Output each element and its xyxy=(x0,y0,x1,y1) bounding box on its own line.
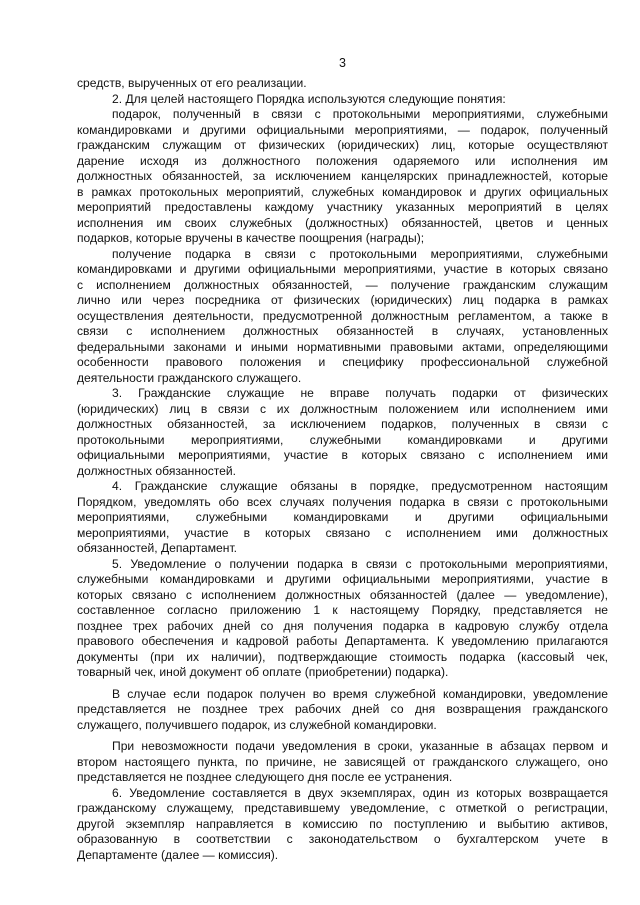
text-line: получение подарка в связи с протокольными мероприятиями, служебными xyxy=(112,246,608,261)
text-line: При невозможности подачи уведомления в сроки, указанные в абзацах первом и xyxy=(112,739,608,753)
paragraph xyxy=(77,479,608,557)
text-line: составленное согласно приложению 1 к настоящему Порядку, представляется не xyxy=(77,603,608,617)
text-line: мероприятий предоставлены каждому участнику указанных мероприятий в целях xyxy=(77,200,608,214)
text-line: документы (при их наличии), подтверждающие стоимость подарка (кассовый чек, xyxy=(77,649,608,664)
text-line: 2. Для целей настоящего Порядка используются следующие понятия: xyxy=(112,91,506,106)
text-line: подарков, которые вручены в качестве поощрения (награды); xyxy=(77,231,425,245)
text-line: товарный чек, иной документ об оплате (приобретении) подарка). xyxy=(77,665,449,679)
text-line: 4. Гражданские служащие обязаны в порядке, предусмотренном настоящим xyxy=(112,479,608,493)
text-line: особенности правового положения и специфику профессиональной служебной xyxy=(77,355,608,369)
page-number: 3 xyxy=(339,56,346,70)
paragraph xyxy=(77,739,608,786)
text-line: командировками и другими официальными мероприятиями, — подарок, полученный xyxy=(77,122,608,137)
paragraph xyxy=(77,76,608,92)
paragraph xyxy=(77,557,608,681)
text-line: гражданскому служащему, представившему уведомление, с отметкой о регистрации, xyxy=(77,801,608,815)
text-line: с исполнением должностных обязанностей, — получение гражданским служащим xyxy=(77,277,608,292)
paragraph xyxy=(77,786,608,864)
text-line: средств, вырученных от его реализации. xyxy=(77,76,307,90)
paragraph xyxy=(77,386,608,479)
text-line: представляется не позднее трех рабочих дней со дня возвращения гражданского xyxy=(77,702,608,716)
text-line: лично или через посредника от физических (юридических) лиц подарка в рамках xyxy=(77,293,608,307)
text-line: должностных обязанностей, за исключением подарков, полученных в связи с xyxy=(77,417,608,431)
paragraph xyxy=(77,92,608,108)
text-line: 6. Уведомление составляется в двух экземплярах, один из которых возвращается xyxy=(112,785,608,800)
text-line: осуществления деятельности, предусмотренной должностным регламентом, а также в xyxy=(77,308,608,323)
text-line: гражданским служащим от физических (юридических) лиц, которые осуществляют xyxy=(77,138,608,152)
paragraph xyxy=(77,247,608,387)
text-line: мероприятиями, служебными командировками и другими официальными xyxy=(77,510,608,524)
text-line: подарок, полученный в связи с протокольными мероприятиями, служебными xyxy=(112,107,608,121)
text-line: должностных обязанностей. xyxy=(77,463,237,478)
paragraph xyxy=(77,687,608,734)
text-line: правового обеспечения и кадровой работы Департамента. К уведомлению прилагаются xyxy=(77,634,608,648)
text-line: втором настоящего пункта, по причине, не зависящей от гражданского служащего, оно xyxy=(77,754,608,769)
text-line: служебными командировками и другими официальными мероприятиями, участие в xyxy=(77,572,608,586)
text-line: В случае если подарок получен во время служебной командировки, уведомление xyxy=(112,686,608,701)
paragraph xyxy=(77,107,608,247)
text-line: (юридических) лиц в связи с их должностным положением или исполнением ими xyxy=(77,401,608,416)
text-line: мероприятиями, участие в которых связано с исполнением ими должностных xyxy=(77,525,608,540)
text-line: которых связано с исполнением должностных обязанностей (далее — уведомление), xyxy=(77,587,608,602)
text-line: официальными мероприятиями, участие в которых связано с исполнением ими xyxy=(77,448,608,462)
text-line: обязанностей, Департамент. xyxy=(77,541,237,555)
text-line: командировками и другими официальными мероприятиями, участие в которых связано xyxy=(77,262,608,276)
text-line: 3. Гражданские служащие не вправе получать подарки от физических xyxy=(112,386,608,400)
text-line: дарение исходя из должностного положения одаряемого или исполнения им xyxy=(77,153,608,168)
text-line: образованную в соответствии с законодательством о бухгалтерском учете в xyxy=(77,832,608,846)
text-line: исполнения им своих служебных (должностных) обязанностей, цветов и ценных xyxy=(77,215,608,230)
text-line: федеральными законами и иными нормативными правовыми актами, определяющими xyxy=(77,339,608,354)
text-line: протокольными мероприятиями, служебными командировками и другими xyxy=(77,432,608,447)
text-line: Департаменте (далее — комиссия). xyxy=(77,847,279,862)
text-line: деятельности гражданского служащего. xyxy=(77,370,302,385)
text-line: 5. Уведомление о получении подарка в связи с протокольными мероприятиями, xyxy=(112,556,608,571)
text-line: связи с исполнением должностных обязанностей в случаях, установленных xyxy=(77,324,608,338)
text-line: Порядком, уведомлять обо всех случаях получения подарка в связи с протокольными xyxy=(77,494,608,509)
text-line: в рамках протокольных мероприятий, служебных командировок и других официальных xyxy=(77,184,608,199)
document-body xyxy=(77,76,608,863)
text-line: позднее трех рабочих дней со дня получения подарка в кадровую службу отдела xyxy=(77,618,608,633)
text-line: должностных обязанностей, за исключением канцелярских принадлежностей, которые xyxy=(77,169,608,183)
text-line: служащего, получившего подарок, из служебной командировки. xyxy=(77,717,437,732)
text-line: представляется не позднее следующего дня после ее устранения. xyxy=(77,770,453,784)
text-line: другой экземпляр направляется в комиссию по поступлению и выбытию активов, xyxy=(77,816,608,831)
